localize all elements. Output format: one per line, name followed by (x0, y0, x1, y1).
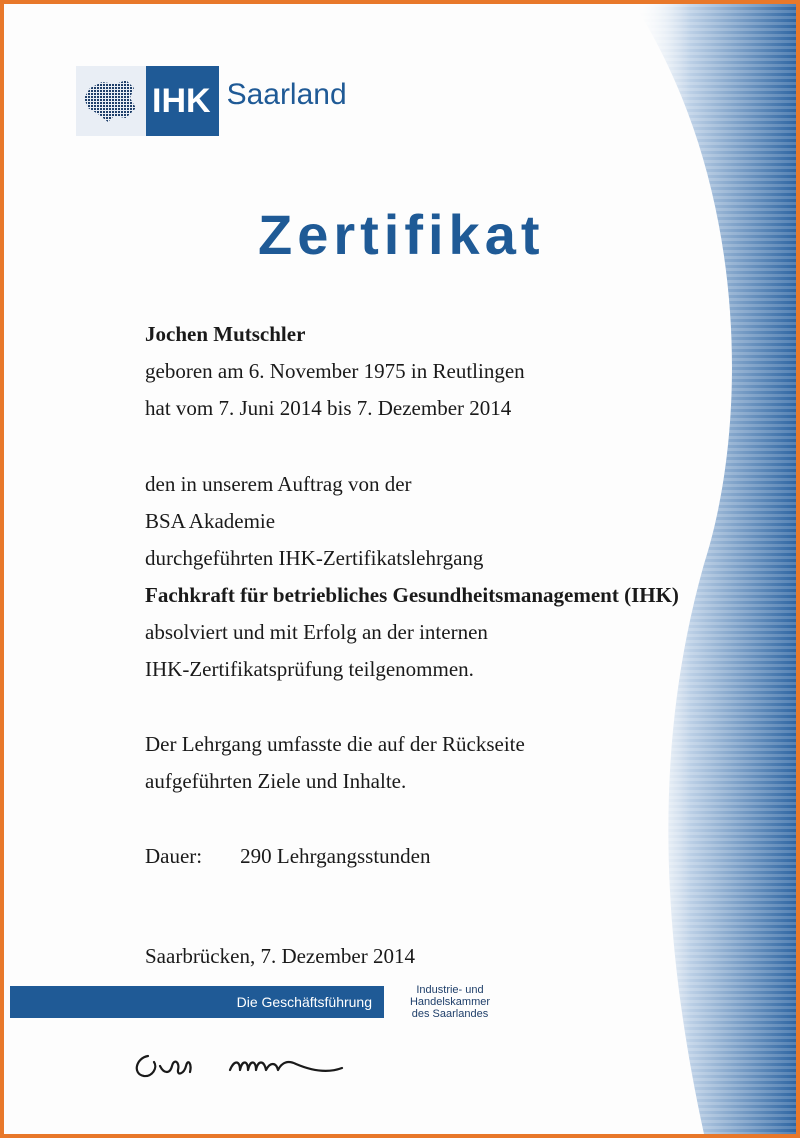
duration-row (145, 838, 430, 875)
duration-value: 290 Lehrgangsstunden (240, 844, 431, 868)
duration-label: Dauer: (145, 844, 203, 868)
contents-line-1: Der Lehrgang umfasste die auf der Rückseite (145, 732, 525, 756)
management-label: Die Geschäftsführung (236, 994, 372, 1010)
course-line-5: absolviert und mit Erfolg an der internen (145, 620, 488, 644)
course-provider: BSA Akademie (145, 509, 276, 533)
logo-region: Saarland (226, 78, 347, 111)
course-line-1: den in unserem Auftrag von der (145, 472, 412, 496)
logo-mark: IHK (146, 66, 219, 136)
course-title: Fachkraft für betriebliches Gesundheitsmanagement (IHK) (145, 583, 679, 607)
chamber-line-3: des Saarlandes (411, 1008, 489, 1020)
chamber-line-2: Handelskammer (409, 996, 491, 1008)
course-line-3: durchgeführten IHK-Zertifikatslehrgang (145, 546, 484, 570)
ihk-logo (76, 66, 347, 136)
contents-line-2: aufgeführten Ziele und Inhalte. (145, 769, 407, 793)
signature-icon (130, 1044, 350, 1086)
recipient-block (145, 316, 525, 427)
contents-block (145, 726, 525, 800)
course-block (145, 466, 679, 688)
management-bar (10, 986, 384, 1018)
course-line-6: IHK-Zertifikatsprüfung teilgenommen. (145, 657, 474, 681)
saarland-map-icon (76, 66, 146, 136)
period-line: hat vom 7. Juni 2014 bis 7. Dezember 2014 (145, 396, 512, 420)
birth-line: geboren am 6. November 1975 in Reutlingen (145, 359, 525, 383)
chamber-line-1: Industrie- und (416, 984, 484, 996)
certificate-title: Zertifikat (258, 203, 545, 266)
issue-place-date: Saarbrücken, 7. Dezember 2014 (145, 944, 415, 968)
chamber-name (404, 984, 496, 1020)
recipient-name: Jochen Mutschler (145, 322, 306, 346)
issue-block (145, 938, 415, 975)
